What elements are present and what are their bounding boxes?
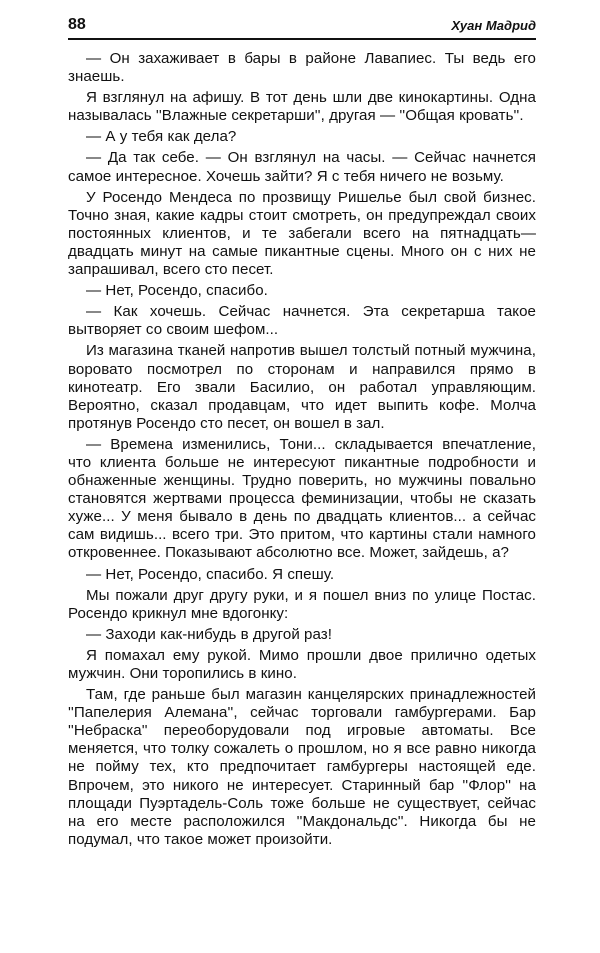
- paragraph: — Нет, Росендо, спасибо. Я спешу.: [86, 565, 335, 583]
- paragraph: — Да так себе. — Он взглянул на часы. — Сейчас начнется самое интересное. Хочешь зайти? Я с тебя ничего не возьму.: [68, 149, 536, 185]
- body-text: [68, 50, 536, 849]
- paragraph: Я помахал ему рукой. Мимо прошли двое прилично одетых мужчин. Они торопились в кино.: [68, 646, 536, 682]
- page-header: [68, 14, 536, 40]
- book-page: [68, 14, 536, 852]
- paragraph: — Времена изменились, Тони... складывается впечатление, что клиента больше не интересуют пикантные подробности и обнаженные женщины. Трудно поверить, но мужчины повально становятся жертвами процесса феминизации, чтобы не сказать хуже... У меня бывало в день по двадцать клиентов... а сейчас сам видишь... всего три. Это притом, что картины стали намного откровеннее. Показывают абсолютно все. Может, зайдешь, а?: [68, 435, 536, 562]
- running-title: Хуан Мадрид: [451, 18, 536, 33]
- paragraph: Там, где раньше был магазин канцелярских принадлежностей ''Папелерия Алемана'', сейчас торговали гамбургерами. Бар ''Небраска'' переоборудовали под игровые автоматы. Все меняется, что толку сожалеть о прошлом, но я все равно никогда не пойму тех, кто предпочитает гамбургеры настоящей еде. Впрочем, это никого не интересует. Старинный бар ''Флор'' на площади Пуэртадель-Соль тоже больше не существует, сейчас на его месте расположился ''Макдональдс''. Никогда бы не подумал, что такое может произойти.: [68, 686, 536, 848]
- paragraph: Я взглянул на афишу. В тот день шли две кинокартины. Одна называлась ''Влажные секретарши'', другая — ''Общая кровать''.: [68, 89, 536, 125]
- paragraph: У Росендо Мендеса по прозвищу Ришелье был свой бизнес. Точно зная, какие кадры стоит смотреть, он предупреждал своих постоянных клиентов, и те забегали всего на пятнадцать—двадцать минут на самые пикантные сцены. Много он с них не запрашивал, всего сто песет.: [68, 188, 536, 279]
- paragraph: — Он захаживает в бары в районе Лавапиес. Ты ведь его знаешь.: [68, 50, 536, 86]
- paragraph: Из магазина тканей напротив вышел толстый потный мужчина, воровато посмотрел по сторонам и направился прямо в кинотеатр. Его звали Басилио, он работал управляющим. Вероятно, сказал продавцам, что идет выпить кофе. Молча протянув Росендо сто песет, он вошел в зал.: [68, 342, 536, 432]
- paragraph: — Нет, Росендо, спасибо.: [86, 282, 268, 300]
- paragraph: — Заходи как-нибудь в другой раз!: [86, 625, 332, 643]
- paragraph: — Как хочешь. Сейчас начнется. Эта секретарша такое вытворяет со своим шефом...: [68, 303, 536, 339]
- paragraph: Мы пожали друг другу руки, и я пошел вниз по улице Постас. Росендо крикнул мне вдогонку:: [68, 586, 536, 622]
- page-number: 88: [68, 16, 86, 33]
- paragraph: — А у тебя как дела?: [86, 128, 237, 146]
